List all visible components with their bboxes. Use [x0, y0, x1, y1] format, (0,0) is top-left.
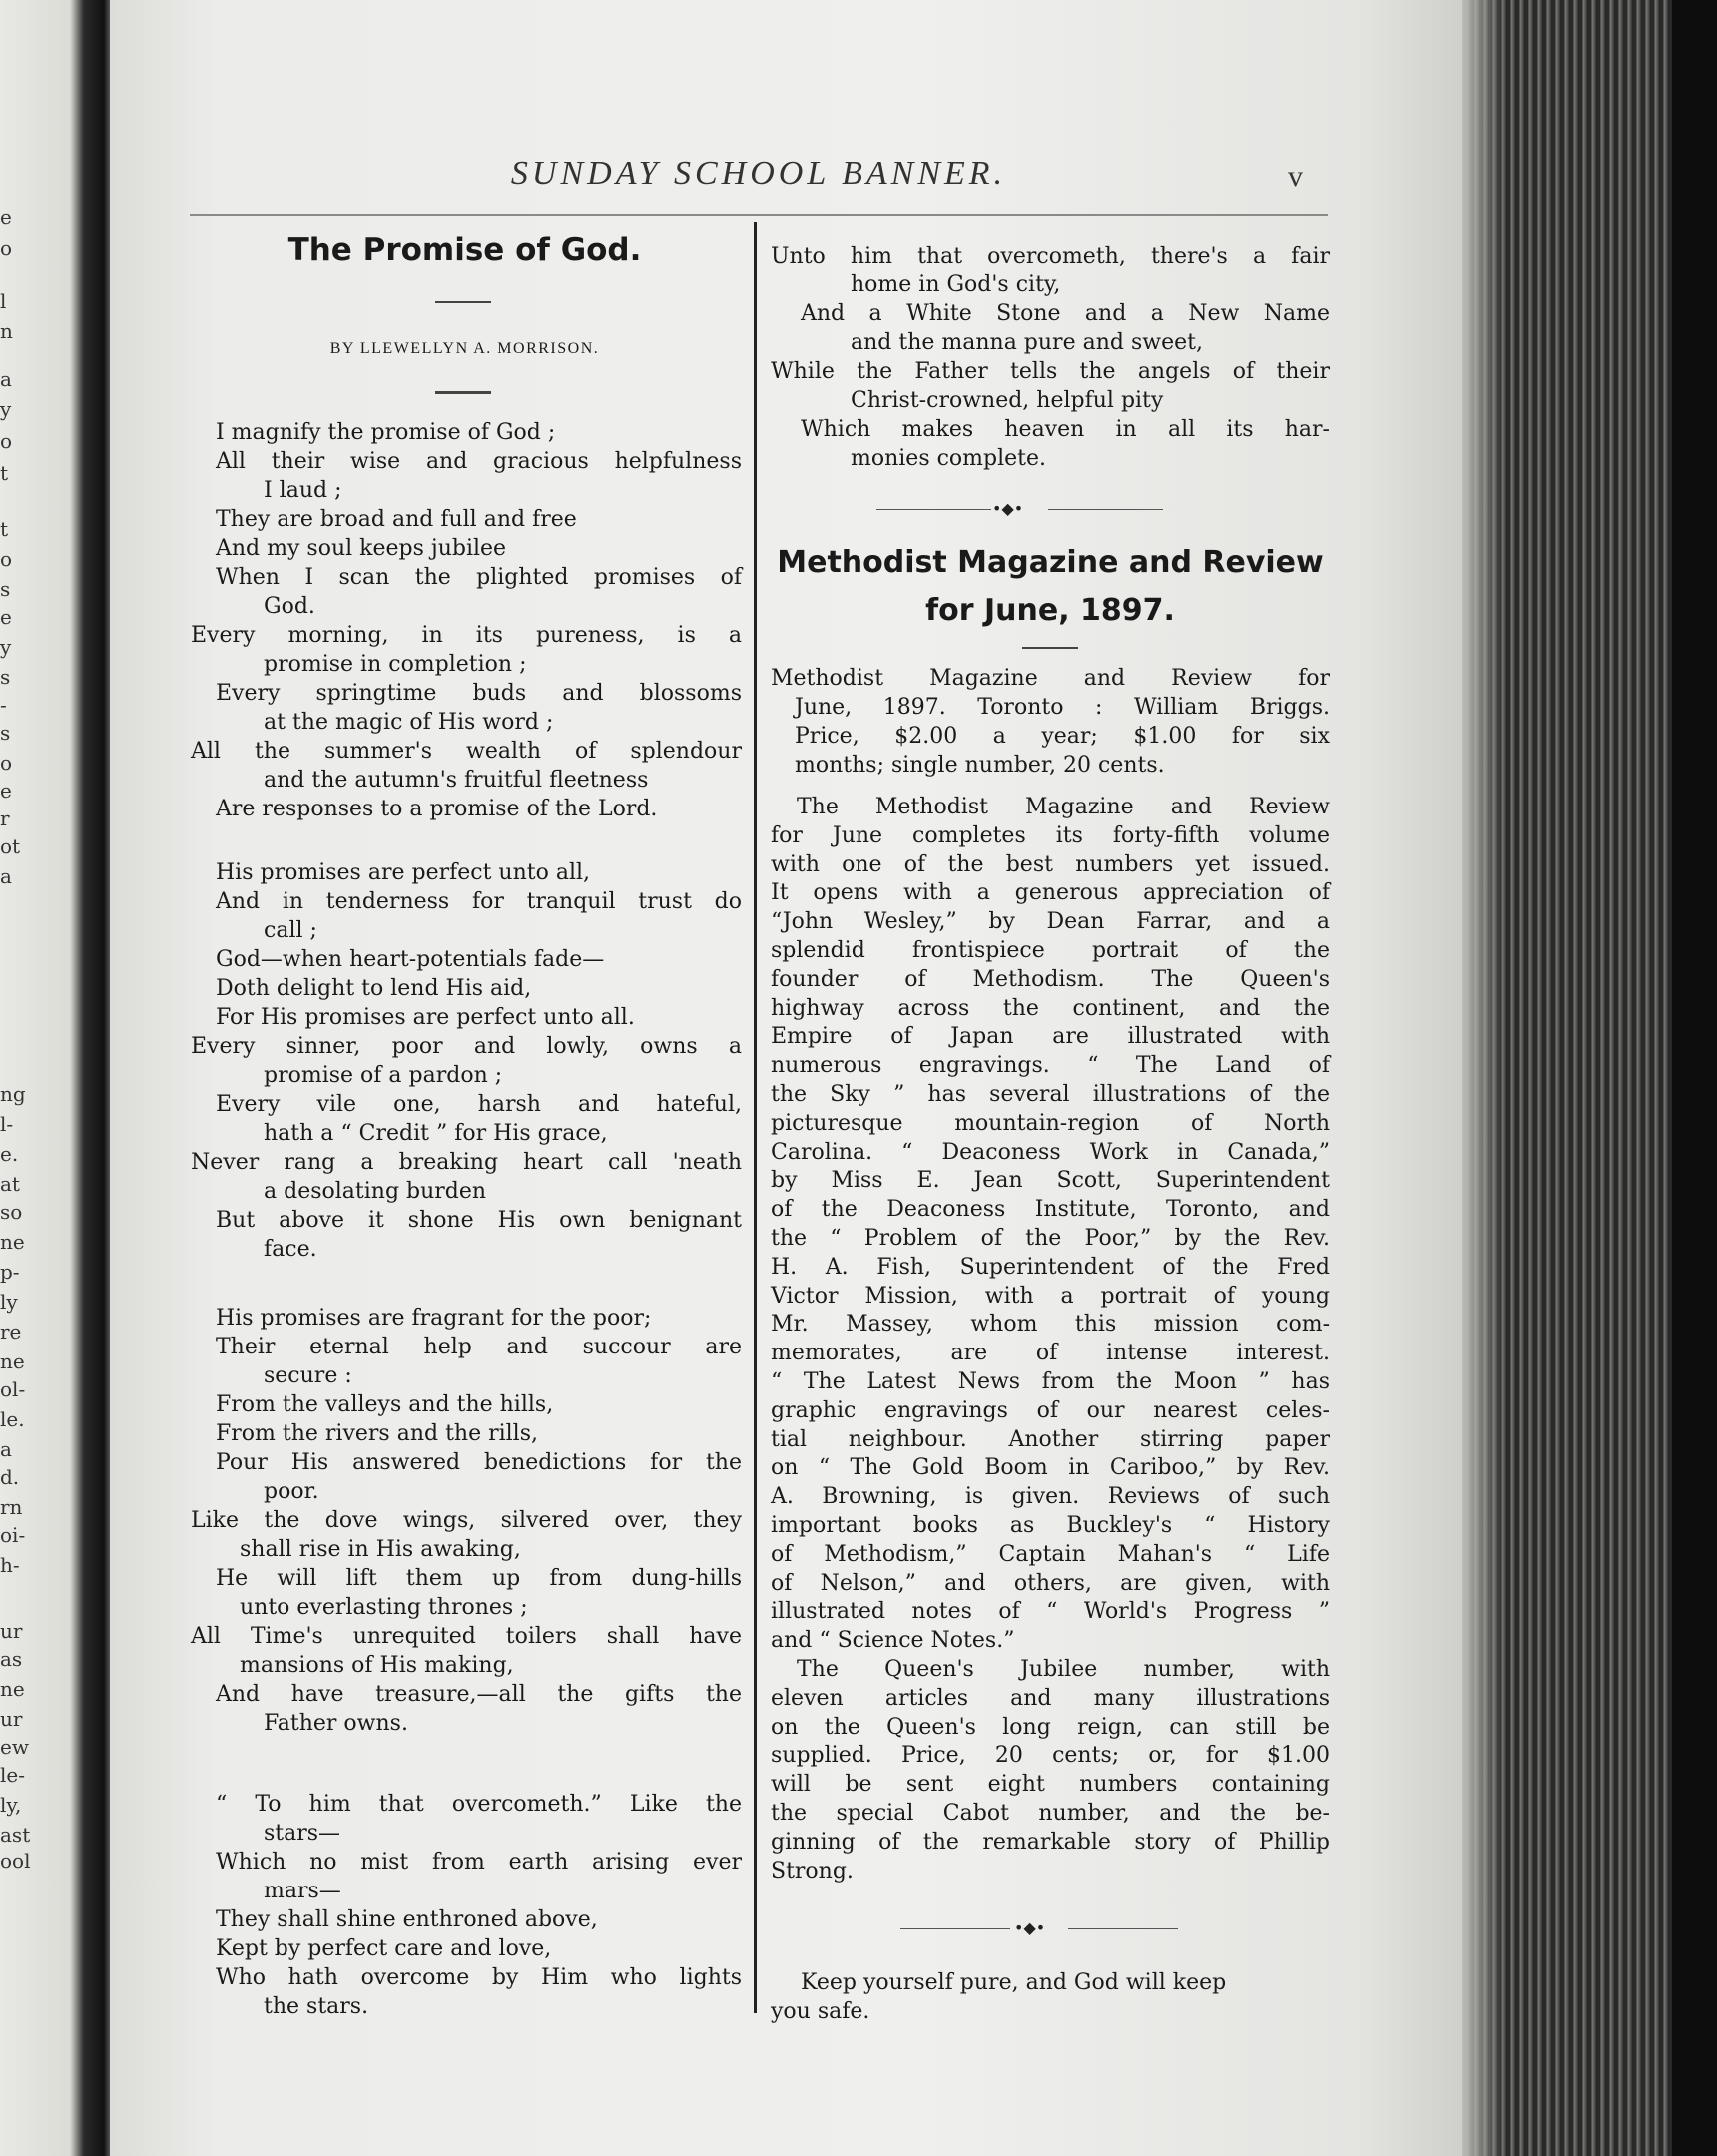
- review-line: of Methodism,” Captain Mahan's “ Life: [771, 1542, 1330, 1567]
- poem-line: poor.: [264, 1479, 319, 1504]
- review-line: tial neighbour. Another stirring paper: [771, 1427, 1330, 1452]
- poem-line: secure :: [264, 1363, 352, 1388]
- facing-page-fragment: l-: [0, 1112, 14, 1136]
- review-line: eleven articles and many illustrations: [771, 1686, 1330, 1711]
- facing-page-fragment: a: [0, 864, 12, 888]
- facing-page-fragment: ot: [0, 834, 21, 858]
- poem-line: All their wise and gracious helpfulness: [216, 449, 742, 474]
- facing-page-fragment: y: [0, 397, 12, 421]
- poem-line: Their eternal help and succour are: [216, 1335, 742, 1359]
- facing-page-fragment: le-: [0, 1763, 25, 1787]
- poem-line: Christ-crowned, helpful pity: [851, 388, 1164, 413]
- poem-line: monies complete.: [851, 446, 1047, 471]
- review-line: on “ The Gold Boom in Cariboo,” by Rev.: [771, 1455, 1330, 1480]
- review-line: with one of the best numbers yet issued.: [771, 852, 1330, 877]
- review-line: on the Queen's long reign, can still be: [771, 1715, 1330, 1740]
- poem-line: promise in completion ;: [264, 652, 527, 677]
- facing-page-fragment: e: [0, 205, 12, 229]
- facing-page-fragment: r: [0, 807, 10, 830]
- ornament-rule-right-2: [1068, 1928, 1178, 1929]
- poem-byline: BY LLEWELLYN A. MORRISON.: [329, 340, 600, 357]
- poem-line: While the Father tells the angels of their: [771, 359, 1330, 384]
- poem-line: All Time's unrequited toilers shall have: [191, 1624, 742, 1649]
- review-line: Mr. Massey, whom this mission com-: [771, 1312, 1330, 1337]
- poem-line: And in tenderness for tranquil trust do: [216, 889, 742, 914]
- review-line: memorates, are of intense interest.: [771, 1341, 1330, 1365]
- poem-line: For His promises are perfect unto all.: [216, 1005, 635, 1030]
- poem-line: From the valleys and the hills,: [216, 1392, 554, 1417]
- facing-page-fragment: ng: [0, 1082, 26, 1106]
- review-line: by Miss E. Jean Scott, Superintendent: [771, 1168, 1330, 1193]
- poem-line: Every springtime buds and blossoms: [216, 681, 742, 706]
- citation-line: Price, $2.00 a year; $1.00 for six: [795, 724, 1330, 749]
- poem-line: hath a “ Credit ” for His grace,: [264, 1121, 608, 1146]
- review-line: “John Wesley,” by Dean Farrar, and a: [771, 909, 1330, 934]
- poem-line: the stars.: [264, 1994, 369, 2019]
- facing-page-fragment: as: [0, 1647, 23, 1671]
- poem-line: Unto him that overcometh, there's a fair: [771, 244, 1330, 269]
- facing-page-fragment: oi-: [0, 1523, 26, 1547]
- poem-line: and the autumn's fruitful fleetness: [264, 768, 649, 793]
- poem-line: face.: [264, 1237, 317, 1262]
- review-line: and “ Science Notes.”: [771, 1628, 1015, 1653]
- facing-page-fragment: o: [0, 547, 13, 571]
- review-title-line1: Methodist Magazine and Review: [777, 545, 1324, 580]
- title-rule: [435, 301, 491, 303]
- facing-page-fragment: ol-: [0, 1377, 26, 1401]
- poem-line: Kept by perfect care and love,: [216, 1936, 552, 1961]
- page-edges: [1462, 0, 1717, 2156]
- facing-page-text-fragments: [0, 0, 31, 2156]
- poem-line: From the rivers and the rills,: [216, 1421, 538, 1446]
- poem-line: Every vile one, harsh and hateful,: [216, 1092, 742, 1117]
- ornament-rule-right: [1048, 509, 1163, 510]
- facing-page-fragment: e.: [0, 1142, 19, 1166]
- facing-page-fragment: n: [0, 319, 13, 343]
- review-line: Strong.: [771, 1859, 854, 1884]
- facing-page-fragment: -: [0, 693, 7, 717]
- poem-line: All the summer's wealth of splendour: [191, 739, 742, 764]
- facing-page-fragment: ew: [0, 1735, 29, 1759]
- facing-page-fragment: o: [0, 429, 13, 453]
- review-line: illustrated notes of “ World's Progress ”: [771, 1599, 1330, 1624]
- facing-page-fragment: s: [0, 577, 11, 601]
- poem-line: mars—: [264, 1879, 341, 1903]
- poem-line: He will lift them up from dung-hills: [216, 1566, 742, 1591]
- poem-line: mansions of His making,: [240, 1653, 514, 1678]
- review-line: important books as Buckley's “ History: [771, 1513, 1330, 1538]
- ornament-icon-2: •◆•: [1014, 1918, 1046, 1937]
- review-line: ginning of the remarkable story of Phillip: [771, 1830, 1330, 1855]
- review-line: Empire of Japan are illustrated with: [771, 1024, 1330, 1049]
- facing-page-fragment: ne: [0, 1230, 25, 1254]
- poem-line: “ To him that overcometh.” Like the: [216, 1792, 742, 1817]
- review-line: supplied. Price, 20 cents; or, for $1.00: [771, 1743, 1330, 1768]
- review-line: A. Browning, is given. Reviews of such: [771, 1484, 1330, 1509]
- citation-line: June, 1897. Toronto : William Briggs.: [795, 695, 1330, 720]
- review-line: Victor Mission, with a portrait of young: [771, 1284, 1330, 1309]
- poem-line: And my soul keeps jubilee: [216, 536, 507, 561]
- poem-line: Father owns.: [264, 1711, 408, 1736]
- facing-page-fragment: e: [0, 779, 12, 803]
- review-line: The Methodist Magazine and Review: [797, 795, 1330, 819]
- review-line: of the Deaconess Institute, Toronto, and: [771, 1197, 1330, 1222]
- facing-page-fragment: ur: [0, 1707, 23, 1731]
- facing-page-fragment: s: [0, 665, 11, 689]
- running-head-title: SUNDAY SCHOOL BANNER.: [510, 155, 1007, 192]
- poem-line: I laud ;: [264, 478, 342, 503]
- poem-line: Which no mist from earth arising ever: [216, 1850, 742, 1875]
- facing-page-fragment: y: [0, 635, 12, 659]
- poem-line: His promises are perfect unto all,: [216, 860, 591, 885]
- review-line: the Sky ” has several illustrations of the: [771, 1082, 1330, 1107]
- poem-line: promise of a pardon ;: [264, 1063, 503, 1088]
- review-line: the special Cabot number, and the be-: [771, 1801, 1330, 1826]
- closing-line-2: you safe.: [771, 1999, 870, 2024]
- facing-page-fragment: ly: [0, 1290, 18, 1314]
- review-line: of Nelson,” and others, are given, with: [771, 1571, 1330, 1596]
- poem-line: at the magic of His word ;: [264, 710, 554, 735]
- poem-line: stars—: [264, 1821, 341, 1846]
- facing-page-fragment: a: [0, 1437, 12, 1461]
- byline-rule: [435, 391, 491, 394]
- facing-page-fragment: t: [0, 461, 9, 485]
- page-number: v: [1288, 160, 1303, 193]
- poem-line: God—when heart-potentials fade—: [216, 947, 605, 972]
- facing-page-fragment: o: [0, 236, 13, 260]
- poem-line: They shall shine enthroned above,: [216, 1907, 598, 1932]
- review-line: the “ Problem of the Poor,” by the Rev.: [771, 1226, 1330, 1251]
- review-line: will be sent eight numbers containing: [771, 1772, 1330, 1797]
- column-divider: [754, 222, 757, 2013]
- poem-line: shall rise in His awaking,: [240, 1537, 521, 1562]
- review-title-rule: [1022, 647, 1078, 649]
- facing-page-fragment: e: [0, 605, 12, 629]
- review-line: for June completes its forty-fifth volume: [771, 823, 1330, 848]
- review-line: numerous engravings. “ The Land of: [771, 1053, 1330, 1078]
- review-line: highway across the continent, and the: [771, 996, 1330, 1021]
- poem-title: The Promise of God.: [287, 232, 642, 268]
- poem-line: Are responses to a promise of the Lord.: [216, 797, 658, 821]
- poem-line: Every sinner, poor and lowly, owns a: [191, 1034, 742, 1059]
- citation-line: Methodist Magazine and Review for: [771, 666, 1330, 691]
- facing-page-fragment: rn: [0, 1495, 23, 1519]
- facing-page-fragment: ast: [0, 1823, 31, 1847]
- poem-line: call ;: [264, 918, 317, 943]
- poem-line: And a White Stone and a New Name: [801, 301, 1330, 326]
- ornament-rule-left-2: [900, 1928, 1010, 1929]
- poem-line: But above it shone His own benignant: [216, 1208, 742, 1233]
- review-line: H. A. Fish, Superintendent of the Fred: [771, 1255, 1330, 1280]
- facing-page-fragment: re: [0, 1320, 22, 1344]
- poem-line: When I scan the plighted promises of: [216, 565, 742, 590]
- review-line: The Queen's Jubilee number, with: [797, 1657, 1330, 1682]
- poem-line: Never rang a breaking heart call 'neath: [191, 1150, 742, 1175]
- poem-line: home in God's city,: [851, 272, 1061, 297]
- poem-line: Doth delight to lend His aid,: [216, 976, 532, 1001]
- facing-page-fragment: s: [0, 721, 11, 745]
- poem-line: God.: [264, 594, 315, 619]
- ornament-rule-left: [876, 509, 991, 510]
- facing-page-fragment: t: [0, 517, 9, 541]
- poem-line: Like the dove wings, silvered over, they: [191, 1508, 742, 1533]
- review-line: “ The Latest News from the Moon ” has: [771, 1369, 1330, 1394]
- review-line: graphic engravings of our nearest celes-: [771, 1398, 1330, 1423]
- facing-page-fragment: d.: [0, 1465, 20, 1489]
- header-rule: [190, 214, 1328, 216]
- review-title-line2: for June, 1897.: [925, 593, 1175, 628]
- facing-page-fragment: l: [0, 289, 7, 313]
- ornament-icon: •◆•: [992, 499, 1024, 518]
- facing-page-fragment: o: [0, 751, 13, 775]
- poem-line: Who hath overcome by Him who lights: [216, 1965, 742, 1990]
- review-line: Carolina. “ Deaconess Work in Canada,”: [771, 1140, 1330, 1165]
- facing-page-fragment: ly,: [0, 1793, 22, 1817]
- facing-page-fragment: le.: [0, 1407, 25, 1431]
- review-line: founder of Methodism. The Queen's: [771, 967, 1330, 992]
- poem-line: a desolating burden: [264, 1179, 487, 1204]
- facing-page-fragment: ool: [0, 1849, 31, 1873]
- poem-line: and the manna pure and sweet,: [851, 330, 1203, 355]
- poem-line: His promises are fragrant for the poor;: [216, 1306, 652, 1331]
- poem-line: I magnify the promise of God ;: [216, 420, 556, 445]
- facing-page-fragment: ur: [0, 1619, 23, 1643]
- closing-line-1: Keep yourself pure, and God will keep: [801, 1970, 1227, 1995]
- poem-line: unto everlasting thrones ;: [240, 1595, 528, 1620]
- facing-page-fragment: a: [0, 367, 12, 391]
- facing-page-fragment: ne: [0, 1349, 25, 1373]
- facing-page-fragment: at: [0, 1172, 20, 1196]
- poem-line: They are broad and full and free: [216, 507, 577, 532]
- review-line: picturesque mountain-region of North: [771, 1111, 1330, 1136]
- review-line: splendid frontispiece portrait of the: [771, 938, 1330, 963]
- facing-page-fragment: ne: [0, 1677, 25, 1701]
- poem-line: Pour His answered benedictions for the: [216, 1450, 742, 1475]
- citation-line: months; single number, 20 cents.: [795, 753, 1165, 778]
- poem-line: Which makes heaven in all its har-: [801, 417, 1330, 442]
- facing-page-fragment: so: [0, 1200, 23, 1224]
- poem-line: Every morning, in its pureness, is a: [191, 623, 742, 648]
- facing-page-fragment: p-: [0, 1260, 20, 1284]
- facing-page-fragment: h-: [0, 1553, 20, 1577]
- poem-line: And have treasure,—all the gifts the: [216, 1682, 742, 1707]
- review-line: It opens with a generous appreciation of: [771, 880, 1330, 905]
